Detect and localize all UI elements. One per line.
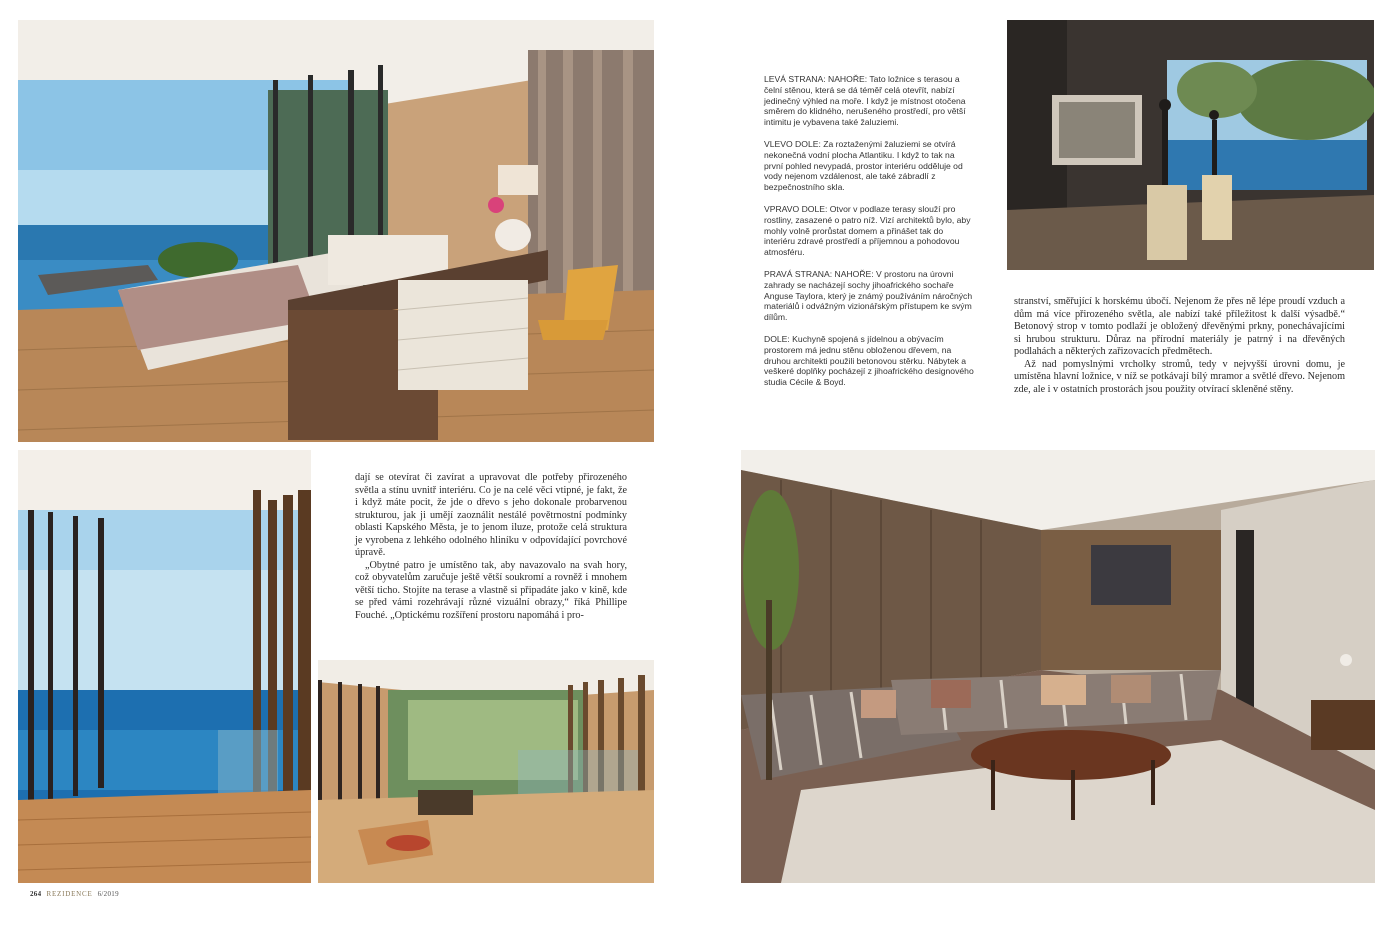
photo-terrace-planting-opening xyxy=(318,660,654,883)
issue-number: 6/2019 xyxy=(97,890,119,898)
page-number: 264 xyxy=(30,890,42,898)
caption-top-left: LEVÁ STRANA: NAHOŘE: Tato ložnice s terasou a čelní stěnou, která se dá téměř celá otevřít, nabízí jedinečný výhled na moře. I když je místnost otočena směrem do klidného, nerušeného prostředí, pro větší intimitu je vybavena také žaluziemi. xyxy=(764,74,966,128)
article-paragraph: Až nad pomyslnými vrcholky stromů, tedy v nejvyšší úrovni domu, je umístěna hlavní ložnice, v níž se potkávají bílý mramor a světlé dřevo. Nejenom zde, ale i v ostatních prostorách jsou použity otvírací skleněné stěny. xyxy=(1014,358,1345,395)
caption-bottom-right: VPRAVO DOLE: Otvor v podlaze terasy slouží pro rostliny, zasazené o patro níž. Vizí architektů bylo, aby mohly volně prorůstat domem a přinášet tak do interiéru zdravé prostředí a příjemnou a pohodovou atmosféru. xyxy=(764,203,971,258)
article-paragraph: stranství, směřující k horskému úbočí. Nejenom že přes ně lépe proudí vzduch a dům má více přirozeného světla, ale nabízí také příležitost k další výsadbě.“ Betonový strop v tomto podlaží je obložený dřevěnými prkny, ponechávajícími si hrubou strukturu. Důraz na přírodní materiály je patrný i na dřevěných podlahách a některých zařizovacích předmětech. xyxy=(1014,296,1345,358)
caption-right-bottom: DOLE: Kuchyně spojená s jídelnou a obývacím prostorem má jednu stěnu obloženou dřevem, na druhou architekti použili betonovou stěrku. Nábytek a veškeré doplňky pocházejí z jihoafrického designového studia Cécile & Boyd. xyxy=(764,333,974,388)
page-folio xyxy=(30,890,119,898)
photo-terrace-ocean xyxy=(18,450,311,883)
magazine-name: REZIDENCE xyxy=(46,890,93,898)
article-text-left xyxy=(355,472,627,623)
caption-bottom-left: VLEVO DOLE: Za roztaženými žaluziemi se otvírá nekonečná vodní plocha Atlantiku. I když to tak na první pohled nevypadá, prostor interiéru odděluje od vody nejenom vzdálenost, ale také zábradlí z bezpečnostního skla. xyxy=(764,138,963,193)
article-paragraph: „Obytné patro je umístěno tak, aby navazovalo na svah hory, což obyvatelům zaručuje ještě větší soukromí a rovněž i mnohem větší ticho. Stojíte na terase a vlastně si připadáte jako v kině, kde se před vámi rozehrávají různé vizuální obrazy,“ říká Phillipe Fouché. „Optickému rozšíření prostoru napomáhá i pro- xyxy=(355,559,627,622)
article-paragraph: dají se otevírat či zavírat a upravovat dle potřeby přirozeného světla a stínu uvnitř interiéru. Co je na celé věci vtipné, je fakt, že i když máte pocit, že jde o dřevo s jeho dokonale probarvenou strukturou, jak ji umějí zaoználit nestálé povětrnostní podmínky oblasti Kapského Města, je to jenom iluze, protože celá struktura je vyrobena z lehkého odolného hliníku v odpovídající povrchové úpravě. xyxy=(355,472,627,559)
article-text-right xyxy=(1014,296,1345,396)
photo-bedroom-sea-view xyxy=(18,20,654,442)
photo-captions xyxy=(764,74,976,399)
photo-sculptures-garden-level xyxy=(1007,20,1374,270)
caption-right-top: PRAVÁ STRANA: NAHOŘE: V prostoru na úrovni zahrady se nacházejí sochy jihoafrického sochaře Anguse Taylora, který je známý používáním náročných materiálů i odvážným vizionářským přístupem ke svým dílům. xyxy=(764,268,973,323)
photo-living-room-kitchen xyxy=(741,450,1375,883)
